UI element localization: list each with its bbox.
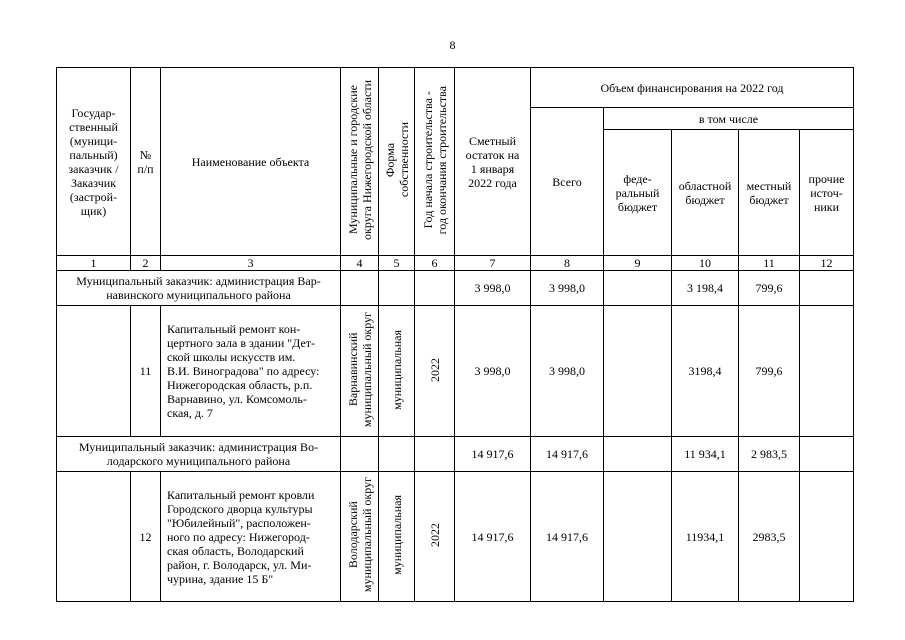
item-total: 3 998,0 (531, 306, 604, 437)
item-total: 14 917,6 (531, 472, 604, 602)
item-regional: 11934,1 (672, 472, 739, 602)
group-estimate: 3 998,0 (455, 271, 531, 306)
header-local: местный бюджет (739, 130, 800, 256)
item-row (57, 472, 854, 602)
item-row (57, 306, 854, 437)
group-local: 2 983,5 (739, 437, 800, 472)
item-years: 2022 (415, 306, 455, 437)
item-name: Капитальный ремонт кровли Городского дворца культуры "Юбилейный", расположен- ного по адресу: Нижегород- ская область, Володарский район, г. Володарск, ул. Ми- чурина, здание 15 Б" (161, 472, 341, 602)
group-ownership (379, 271, 415, 306)
group-total: 14 917,6 (531, 437, 604, 472)
item-number: 11 (131, 306, 161, 437)
header-regional: областной бюджет (672, 130, 739, 256)
item-district: Володарский муниципальный округ (341, 472, 379, 602)
col-number: 1 (57, 256, 131, 271)
header-funding: Объем финансирования на 2022 год (531, 68, 854, 108)
item-other (800, 306, 854, 437)
col-number: 6 (415, 256, 455, 271)
col-number: 2 (131, 256, 161, 271)
item-name: Капитальный ремонт кон- цертного зала в здании "Дет- ской школы искусств им. В.И. Виноградова" по адресу: Нижегородская область, р.п. Варнавино, ул. Комсомоль- ская, д. 7 (161, 306, 341, 437)
item-estimate: 3 998,0 (455, 306, 531, 437)
header-districts: Муниципальные и городские округа Нижегородской области (341, 68, 379, 256)
header-other: прочие источ- ники (800, 130, 854, 256)
col-number: 9 (604, 256, 672, 271)
group-years (415, 437, 455, 472)
item-ownership: муниципальная (379, 472, 415, 602)
item-regional: 3198,4 (672, 306, 739, 437)
item-number: 12 (131, 472, 161, 602)
col-number: 5 (379, 256, 415, 271)
group-regional: 11 934,1 (672, 437, 739, 472)
group-district (341, 271, 379, 306)
col-number: 3 (161, 256, 341, 271)
group-years (415, 271, 455, 306)
group-row (57, 437, 854, 472)
column-numbers-row (57, 256, 854, 271)
col-number: 12 (800, 256, 854, 271)
item-customer (57, 306, 131, 437)
group-district (341, 437, 379, 472)
group-federal (604, 437, 672, 472)
col-number: 10 (672, 256, 739, 271)
item-federal (604, 306, 672, 437)
col-number: 8 (531, 256, 604, 271)
header-federal: феде- ральный бюджет (604, 130, 672, 256)
header-number: № п/п (131, 68, 161, 256)
col-number: 4 (341, 256, 379, 271)
col-number: 7 (455, 256, 531, 271)
financing-table (56, 67, 854, 602)
page-number: 8 (449, 38, 456, 52)
item-federal (604, 472, 672, 602)
item-years: 2022 (415, 472, 455, 602)
col-number: 11 (739, 256, 800, 271)
header-customer: Государ- ственный (муници- пальный) заказчик / Заказчик (застрой- щик) (57, 68, 131, 256)
group-regional: 3 198,4 (672, 271, 739, 306)
group-federal (604, 271, 672, 306)
item-local: 799,6 (739, 306, 800, 437)
item-local: 2983,5 (739, 472, 800, 602)
group-ownership (379, 437, 415, 472)
header-years: Год начала строительства - год окончания строительства (415, 68, 455, 256)
group-total: 3 998,0 (531, 271, 604, 306)
group-other (800, 437, 854, 472)
group-row (57, 271, 854, 306)
item-ownership: муниципальная (379, 306, 415, 437)
header-including: в том числе (604, 108, 854, 130)
group-customer: Муниципальный заказчик: администрация Во- лодарского муниципального района (57, 437, 341, 472)
header-object-name: Наименование объекта (161, 68, 341, 256)
item-district: Варнавинский муниципальный округ (341, 306, 379, 437)
item-other (800, 472, 854, 602)
group-local: 799,6 (739, 271, 800, 306)
header-total: Всего (531, 108, 604, 256)
group-other (800, 271, 854, 306)
item-estimate: 14 917,6 (455, 472, 531, 602)
header-ownership: Форма собственности (379, 68, 415, 256)
group-customer: Муниципальный заказчик: администрация Вар- навинского муниципального района (57, 271, 341, 306)
header-estimate: Сметный остаток на 1 января 2022 года (455, 68, 531, 256)
group-estimate: 14 917,6 (455, 437, 531, 472)
item-customer (57, 472, 131, 602)
